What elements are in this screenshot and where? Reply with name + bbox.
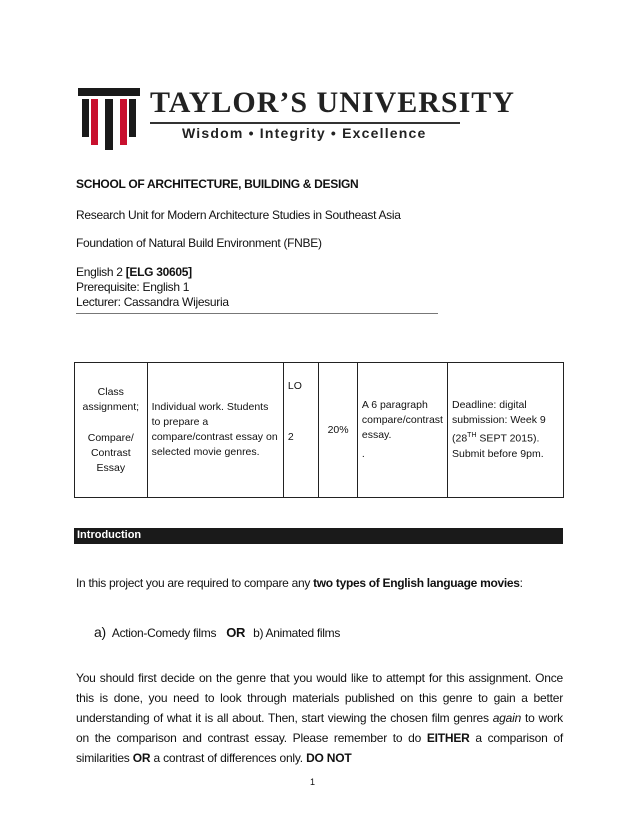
intro-text: In this project you are required to compare any bbox=[76, 576, 314, 590]
logo-divider bbox=[150, 122, 460, 124]
para-text: a comparison of similarities bbox=[76, 731, 563, 765]
para-text: You should first decide on the genre that you would like to attempt for this assignment. Once this is done, you need to look through materials published on this genre to gain a better understanding of what it is all about. Then, start viewing the chosen film genres bbox=[76, 671, 563, 725]
assessment-type-line: Compare/ bbox=[87, 431, 134, 444]
deadline-text bbox=[452, 398, 559, 462]
intro-text: : bbox=[519, 576, 523, 590]
option-marker: a) bbox=[94, 624, 106, 640]
para-bold: EITHER bbox=[426, 731, 470, 745]
page-number: 1 bbox=[310, 777, 316, 787]
research-unit: Research Unit for Modern Architecture Studies in Southeast Asia bbox=[76, 208, 401, 222]
header-divider bbox=[76, 313, 438, 314]
course-title bbox=[76, 265, 192, 279]
table-row bbox=[75, 363, 564, 498]
university-logo bbox=[78, 86, 515, 150]
lecturer: Lecturer: Cassandra Wijesuria bbox=[76, 295, 229, 309]
deadline-superscript: TH bbox=[467, 432, 477, 440]
weight-value: 20% bbox=[327, 423, 349, 436]
lo-label: LO bbox=[287, 380, 302, 392]
lo-value: 2 bbox=[287, 431, 294, 443]
assessment-type-line: Essay bbox=[96, 461, 126, 474]
assessment-type-line: Contrast bbox=[90, 446, 131, 459]
para-text: to work on the comparison and contrast essay. Please remember to do bbox=[76, 711, 563, 745]
deadline-part: SEPT 2015). Submit before 9pm. bbox=[451, 432, 544, 460]
weight-cell bbox=[319, 363, 358, 498]
para-bold: DO NOT bbox=[306, 751, 352, 765]
introduction-heading-bar bbox=[74, 528, 563, 544]
prerequisite: Prerequisite: English 1 bbox=[76, 280, 190, 294]
task-description: Individual work. Students to prepare a compare/contrast essay on selected movie genres. bbox=[151, 401, 278, 458]
format-cell bbox=[357, 363, 447, 498]
para-italic: again bbox=[492, 711, 522, 725]
format-dot: . bbox=[361, 448, 365, 460]
logo-name: TAYLOR’S UNIVERSITY bbox=[150, 86, 515, 119]
foundation-name: Foundation of Natural Build Environment (FNBE) bbox=[76, 236, 322, 250]
course-prefix: English 2 bbox=[76, 265, 126, 279]
option-b: b) Animated films bbox=[253, 626, 341, 640]
intro-sentence bbox=[76, 576, 523, 590]
task-description-cell bbox=[147, 363, 283, 498]
genre-options bbox=[94, 624, 340, 640]
learning-outcome-cell bbox=[283, 363, 318, 498]
deadline-cell bbox=[447, 363, 563, 498]
assessment-type-cell bbox=[75, 363, 148, 498]
option-a: Action-Comedy films bbox=[111, 626, 217, 640]
para-text: a contrast of differences only. bbox=[150, 751, 307, 765]
para-bold: OR bbox=[132, 751, 151, 765]
course-code: [ELG 30605] bbox=[125, 265, 192, 279]
intro-bold: two types of English language movies bbox=[313, 576, 520, 590]
university-crest-icon bbox=[78, 86, 140, 150]
instructions-paragraph bbox=[76, 668, 563, 768]
school-name: SCHOOL OF ARCHITECTURE, BUILDING & DESIGN bbox=[76, 177, 359, 191]
assessment-type-line: Class bbox=[97, 385, 124, 398]
introduction-heading: Introduction bbox=[77, 529, 142, 541]
deadline-part: Deadline: digital submission: Week 9 (28 bbox=[451, 399, 546, 445]
logo-tagline: Wisdom • Integrity • Excellence bbox=[182, 125, 427, 141]
assessment-type-line: assignment; bbox=[82, 400, 140, 413]
format-description: A 6 paragraph compare/contrast essay. bbox=[361, 399, 443, 441]
assessment-table bbox=[74, 362, 564, 498]
option-or: OR bbox=[226, 625, 246, 640]
